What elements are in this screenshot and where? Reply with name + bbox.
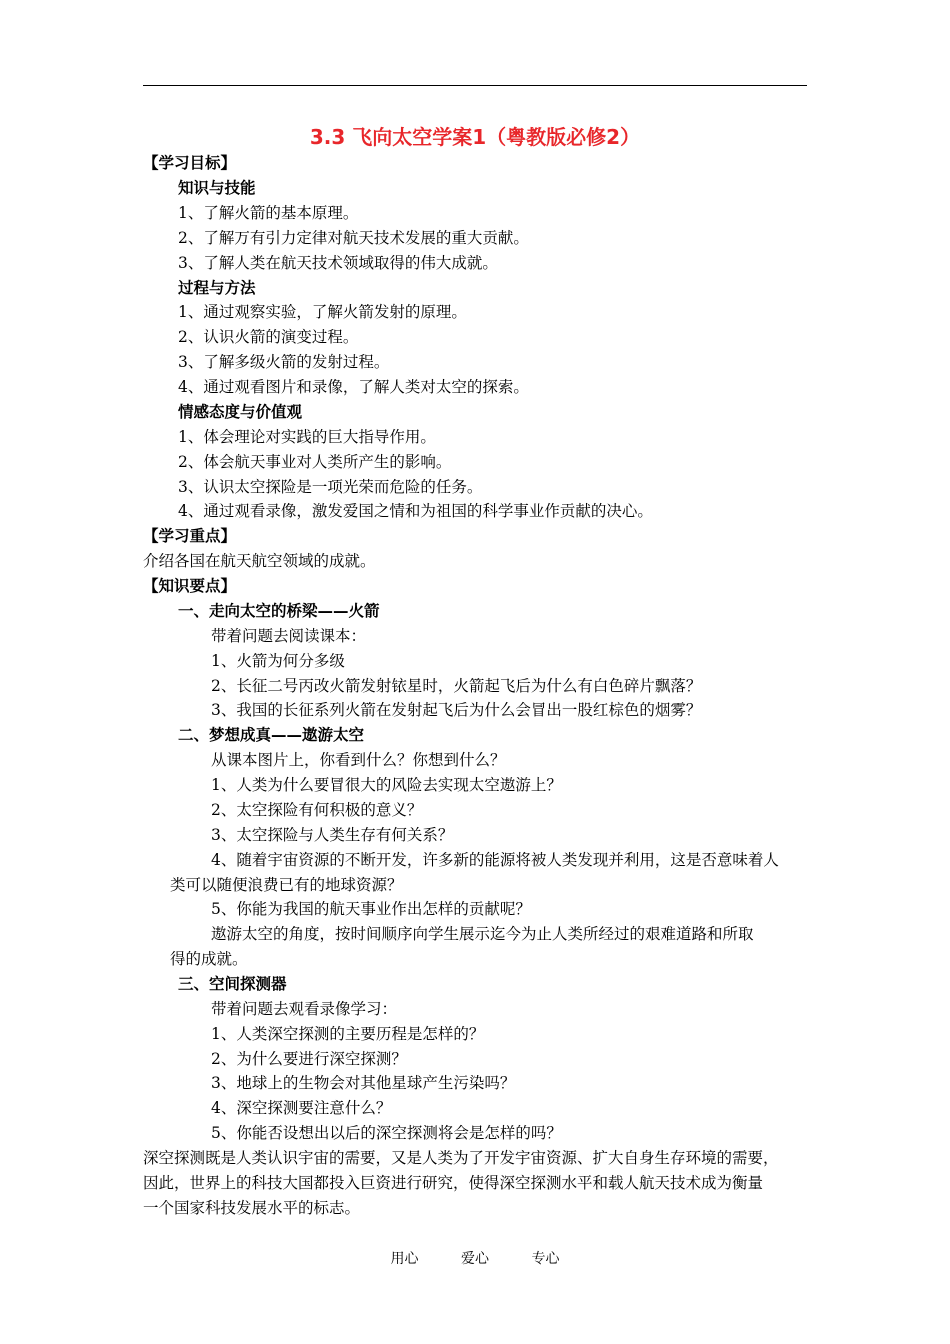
list-item-continuation: 类可以随便浪费已有的地球资源？: [170, 876, 403, 894]
list-item: 2、太空探险有何积极的意义？: [211, 801, 423, 819]
closing-paragraph-line: 因此，世界上的科技大国都投入巨资进行研究，使得深空探测水平和载人航天技术成为衡量: [143, 1174, 764, 1192]
subheading-process-methods: 过程与方法: [178, 279, 256, 297]
subheading-emotion-values: 情感态度与价值观: [178, 403, 303, 421]
paragraph-continuation: 得的成就。: [170, 950, 248, 968]
section-heading-key-points: 【知识要点】: [143, 577, 237, 595]
closing-paragraph: 深空探测既是人类认识宇宙的需要，又是人类为了开发宇宙资源、扩大自身生存环境的需要，: [143, 1149, 779, 1167]
list-item: 3、了解多级火箭的发射过程。: [178, 353, 390, 371]
header-rule: [143, 85, 807, 86]
section-heading-focus: 【学习重点】: [143, 527, 237, 545]
list-item: 4、通过观看图片和录像，了解人类对太空的探索。: [178, 378, 529, 396]
footer-word: 专心: [531, 1251, 560, 1267]
footer-word: 爱心: [461, 1251, 489, 1267]
list-item: 2、长征二号丙改火箭发射铱星时，火箭起飞后为什么有白色碎片飘落？: [211, 677, 702, 695]
list-item: 3、地球上的生物会对其他星球产生污染吗？: [211, 1074, 516, 1092]
page-title: 3.3 飞向太空学案1（粤教版必修2）: [309, 125, 641, 149]
section-heading-objectives: 【学习目标】: [143, 154, 237, 172]
list-item: 4、深空探测要注意什么？: [211, 1099, 392, 1117]
list-item: 1、了解火箭的基本原理。: [178, 204, 359, 222]
subheading-space-probe: 三、空间探测器: [178, 975, 287, 993]
list-item: 5、你能否设想出以后的深空探测将会是怎样的吗？: [211, 1124, 562, 1142]
list-item: 5、你能为我国的航天事业作出怎样的贡献呢？: [211, 900, 531, 918]
page-footer: [0, 1248, 950, 1268]
paragraph: 带着问题去观看录像学习：: [211, 1000, 398, 1018]
list-item: 2、了解万有引力定律对航天技术发展的重大贡献。: [178, 229, 529, 247]
list-item: 3、认识太空探险是一项光荣而危险的任务。: [178, 478, 483, 496]
list-item: 2、体会航天事业对人类所产生的影响。: [178, 453, 452, 471]
list-item: 3、我国的长征系列火箭在发射起飞后为什么会冒出一股红棕色的烟雾？: [211, 701, 702, 719]
paragraph: 介绍各国在航天航空领域的成就。: [143, 552, 376, 570]
list-item: 2、为什么要进行深空探测？: [211, 1050, 407, 1068]
list-item: 2、认识火箭的演变过程。: [178, 328, 359, 346]
list-item: 1、火箭为何分多级: [211, 652, 345, 670]
list-item: 1、体会理论对实践的巨大指导作用。: [178, 428, 436, 446]
paragraph: 从课本图片上，你看到什么？你想到什么？: [211, 751, 506, 769]
list-item: 3、了解人类在航天技术领域取得的伟大成就。: [178, 254, 498, 272]
list-item: 1、人类为什么要冒很大的风险去实现太空遨游上？: [211, 776, 562, 794]
paragraph: 遨游太空的角度，按时间顺序向学生展示迄今为止人类所经过的艰难道路和所取: [211, 925, 754, 943]
list-item: 1、人类深空探测的主要历程是怎样的？: [211, 1025, 485, 1043]
footer-word: 用心: [390, 1251, 419, 1267]
subheading-space-travel: 二、梦想成真——遨游太空: [178, 726, 365, 744]
closing-paragraph-line: 一个国家科技发展水平的标志。: [143, 1199, 361, 1217]
list-item: 3、太空探险与人类生存有何关系？: [211, 826, 454, 844]
subheading-rocket: 一、走向太空的桥梁——火箭: [178, 602, 380, 620]
list-item: 4、随着宇宙资源的不断开发，许多新的能源将被人类发现并利用，这是否意味着人: [211, 851, 779, 869]
list-item: 4、通过观看录像，激发爱国之情和为祖国的科学事业作贡献的决心。: [178, 502, 653, 520]
paragraph: 带着问题去阅读课本：: [211, 627, 367, 645]
list-item: 1、通过观察实验，了解火箭发射的原理。: [178, 303, 467, 321]
subheading-knowledge-skills: 知识与技能: [178, 179, 256, 197]
